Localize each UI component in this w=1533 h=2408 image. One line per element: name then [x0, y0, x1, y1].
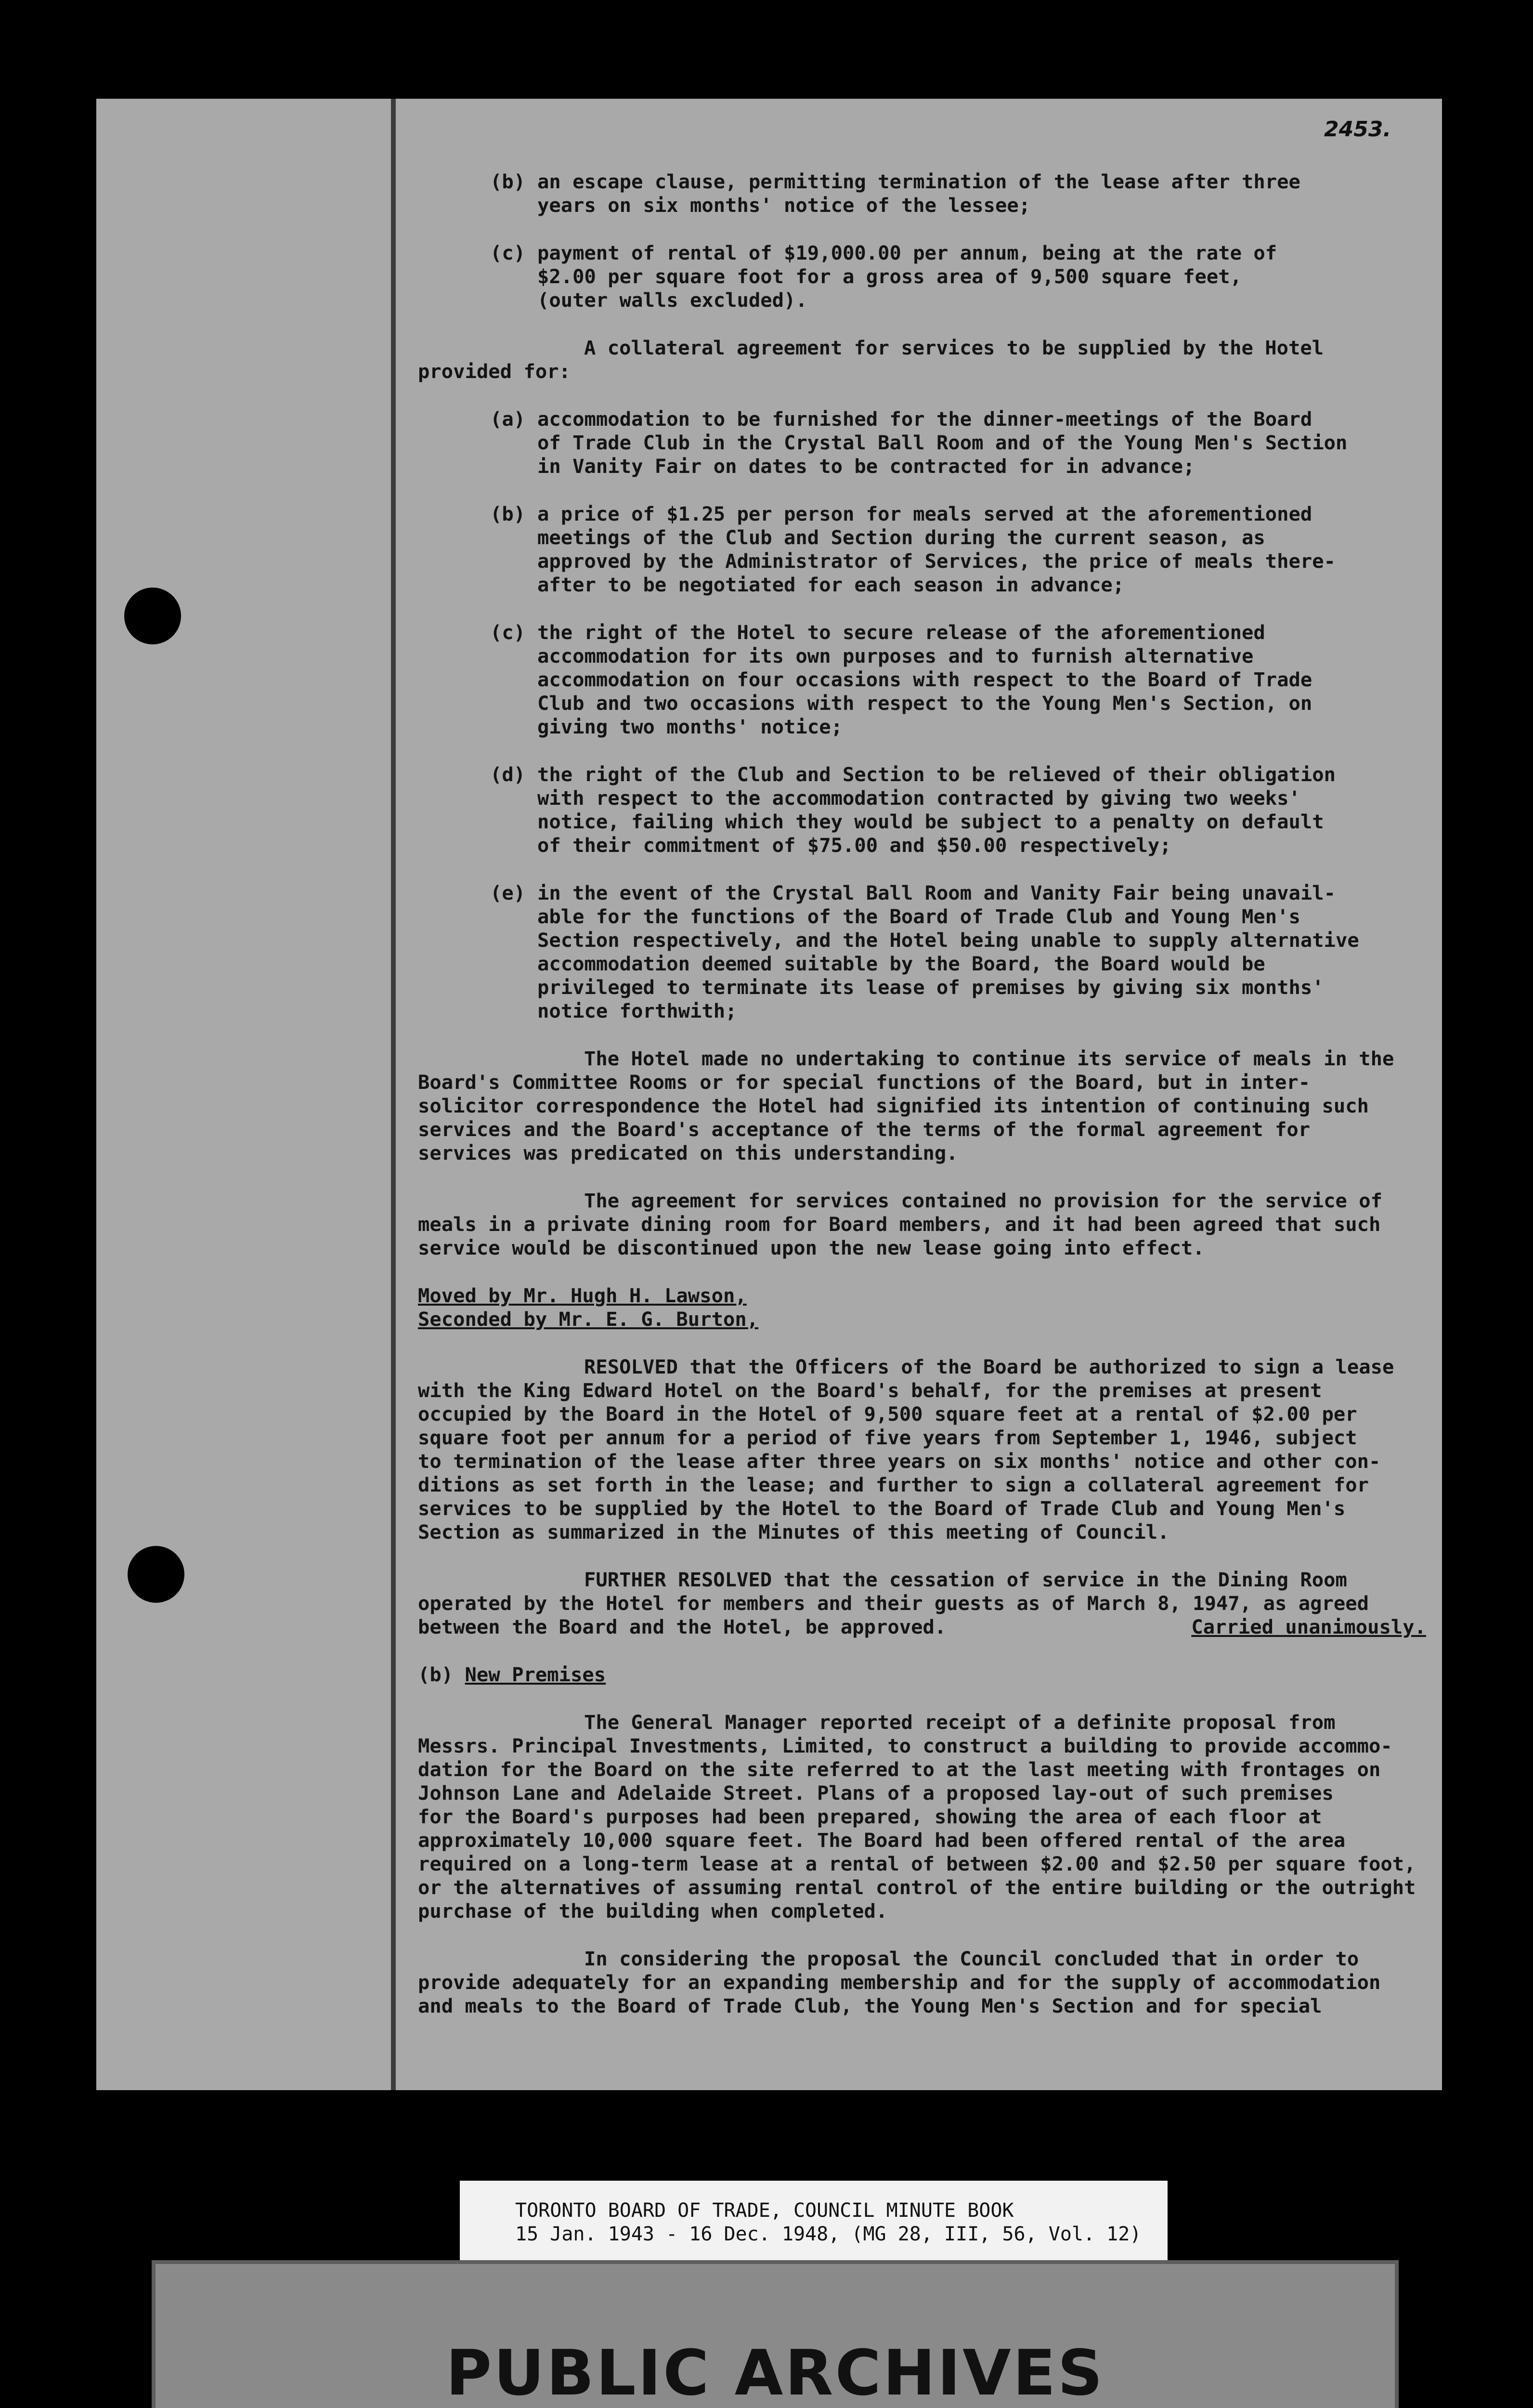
list-item: [418, 241, 1429, 312]
moved-by: Moved by Mr. Hugh H. Lawson,: [418, 1284, 747, 1307]
item-text: the right of the Hotel to secure release of the aforementioned accommodation for its own purposes and to furnish alternative accommodation on four occasions with respect to the Board of Trade Club and two occasions with respect to the Young Men's Section, on giving two months' notice;: [537, 621, 1312, 738]
item-label: (c): [490, 621, 526, 644]
further-resolution: FURTHER RESOLVED that the cessation of service in the Dining Room operated by the Hotel for members and their guests as of March 8, 1947, as agreed between the Board and the Hotel, be approved. Carried unanimously.: [418, 1568, 1426, 1638]
motion-movers: [418, 1284, 1429, 1331]
margin-rule: [391, 99, 396, 2090]
item-text: the right of the Club and Section to be relieved of their obligation with respect to the accommodation contracted by giving two weeks' notice, failing which they would be subject to a penalty on default of their commitment of $75.00 and $50.00 respectively;: [537, 763, 1336, 857]
item-label: (b): [490, 502, 526, 525]
archive-reference-label: [460, 2181, 1168, 2265]
document-page: [96, 99, 1442, 2090]
resolution: RESOLVED that the Officers of the Board be authorized to sign a lease with the King Edward Hotel on the Board's behalf, for the premises at present occupied by the Board in the Hotel of 9,500 square feet at a rental of $2.00 per square foot per annum for a period of five years from September 1, 1946, subject to termination of the lease after three years on six months' notice and other con- ditions as set forth in the lease; and further to sign a collateral agreement for services to be supplied by the Hotel to the Board of Trade Club and Young Men's Section as summarized in the Minutes of this meeting of Council.: [418, 1355, 1394, 1544]
page-number: 2453.: [1324, 117, 1391, 142]
list-item: [418, 170, 1429, 217]
list-item: [418, 621, 1429, 739]
item-label: (b): [490, 170, 526, 193]
section-title: New Premises: [465, 1663, 606, 1686]
item-text: payment of rental of $19,000.00 per annum, being at the rate of $2.00 per square foot for a gross area of 9,500 square feet, (outer walls excluded).: [537, 241, 1277, 312]
archives-stamp: [152, 2260, 1399, 2408]
list-item: [418, 407, 1429, 478]
list-item: [418, 763, 1429, 857]
item-text: a price of $1.25 per person for meals served at the aforementioned meetings of the Club and Section during the current season, as approved by the Administrator of Services, the price of meals there- after to be negotiated for each season in advance;: [537, 502, 1336, 596]
section-heading: [418, 1663, 1429, 1687]
item-text: an escape clause, permitting termination of the lease after three years on six months' notice of the lessee;: [537, 170, 1300, 217]
section-label: (b): [418, 1663, 454, 1686]
item-label: (d): [490, 763, 526, 786]
paragraph-agreement: The agreement for services contained no provision for the service of meals in a private dining room for Board members, and it had been agreed that such service would be discontinued upon the new lease going into effect.: [418, 1189, 1383, 1259]
carried-note: Carried unanimously.: [1191, 1615, 1426, 1638]
punch-hole: [128, 1546, 184, 1603]
item-text: in the event of the Crystal Ball Room and Vanity Fair being unavail- able for the functions of the Board of Trade Club and Young Men's Section respectively, and the Hotel being unable to supply alternative accommodation deemed suitable by the Board, the Board would be privileged to terminate its lease of premises by giving six months' notice forthwith;: [537, 881, 1359, 1022]
list-item: [418, 502, 1429, 597]
item-text: accommodation to be furnished for the dinner-meetings of the Board of Trade Club in the Crystal Ball Room and of the Young Men's Section in Vanity Fair on dates to be contracted for in advance;: [537, 407, 1348, 478]
paragraph-considering: In considering the proposal the Council concluded that in order to provide adequately for an expanding membership and for the supply of accommodation and meals to the Board of Trade Club, the Young Men's Section and for special: [418, 1947, 1381, 2017]
collateral-intro: A collateral agreement for services to be supplied by the Hotel provided for:: [418, 336, 1324, 383]
paragraph-hotel-undertaking: The Hotel made no undertaking to continue its service of meals in the Board's Committee Rooms or for special functions of the Board, but in inter- solicitor correspondence the Hotel had signified its intention of continuing such services and the Board's acceptance of the terms of the formal agreement for services was predicated on this understanding.: [418, 1047, 1394, 1165]
item-label: (a): [490, 407, 526, 431]
archive-label-line1: TORONTO BOARD OF TRADE, COUNCIL MINUTE BOOK: [515, 2199, 1014, 2222]
page-text: [418, 170, 1429, 2042]
item-label: (e): [490, 881, 526, 904]
seconded-by: Seconded by Mr. E. G. Burton,: [418, 1308, 759, 1331]
item-label: (c): [490, 241, 526, 264]
stamp-line-english: PUBLIC ARCHIVES: [445, 2336, 1105, 2408]
archive-label-line2: 15 Jan. 1943 - 16 Dec. 1948, (MG 28, III, 56, Vol. 12): [515, 2223, 1142, 2245]
list-item: [418, 881, 1429, 1023]
punch-hole: [124, 588, 181, 644]
paragraph-general-manager: The General Manager reported receipt of a definite proposal from Messrs. Principal Investments, Limited, to construct a building to provide accommo- dation for the Board on the site referred to at the last meeting with frontages on Johnson Lane and Adelaide Street. Plans of a proposed lay-out of such premises for the Board's purposes had been prepared, showing the area of each floor at approximately 10,000 square feet. The Board had been offered rental of the area required on a long-term lease at a rental of between $2.00 and $2.50 per square foot, or the alternatives of assuming rental control of the entire building or the outright purchase of the building when completed.: [418, 1711, 1416, 1923]
